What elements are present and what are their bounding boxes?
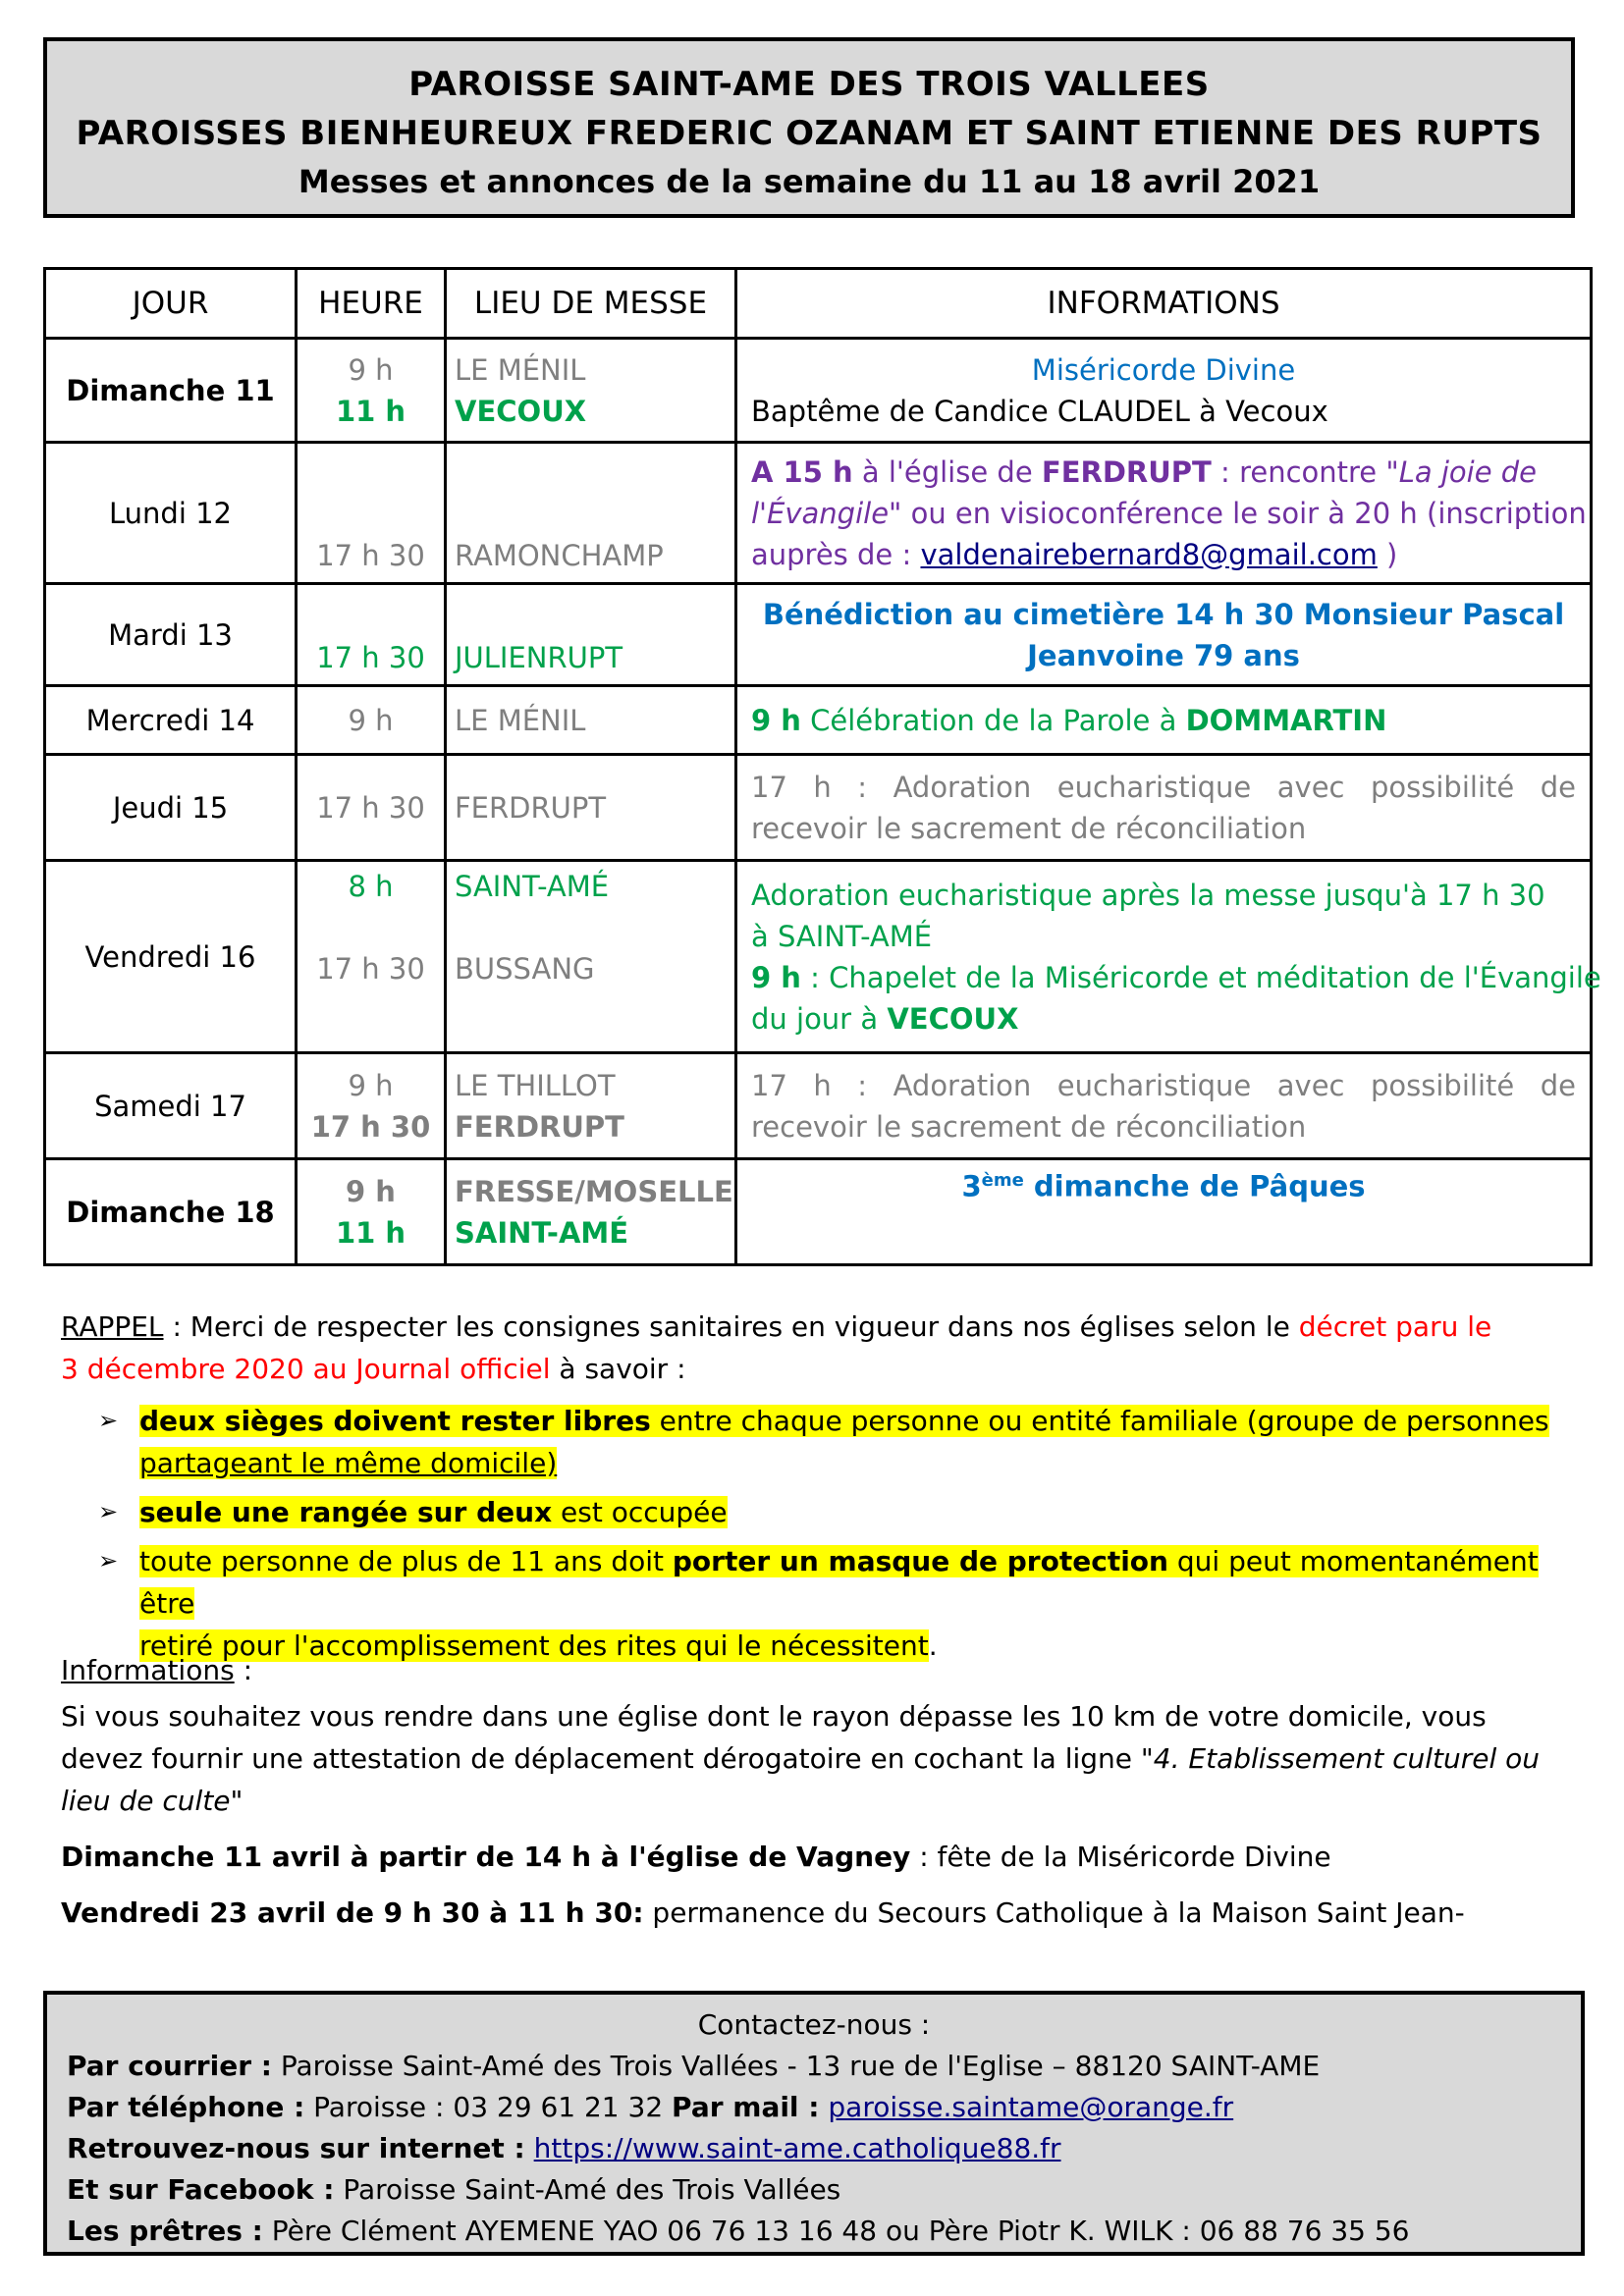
- header-week-title: Messes et annonces de la semaine du 11 au 18 avril 2021: [298, 163, 1321, 200]
- contact-title: Contactez-nous :: [697, 2008, 931, 2041]
- arrow-bullet-icon: ➢: [98, 1547, 119, 1575]
- location-cell: JULIENRUPT: [446, 584, 736, 686]
- informations-label: Informations: [61, 1654, 235, 1686]
- day-cell: Mardi 13: [45, 584, 297, 686]
- column-header-heure: HEURE: [297, 269, 446, 339]
- column-header-informations: INFORMATIONS: [736, 269, 1592, 339]
- table-row: [45, 755, 1592, 861]
- day-cell: Lundi 12: [45, 443, 297, 584]
- travel-attestation-paragraph: Si vous souhaitez vous rendre dans une église dont le rayon dépasse les 10 km de votre domicile, vous devez fournir une attestation de déplacement dérogatoire en cochant la ligne "4. Etablissement culturel ou lieu de culte": [61, 1700, 1541, 1817]
- time-cell: 8 h 17 h 30: [297, 861, 446, 1053]
- rappel-paragraph: RAPPEL : Merci de respecter les consignes sanitaires en vigueur dans nos églises selon le décret paru le 3 décembre 2020 au Journal officiel à savoir :: [61, 1310, 1492, 1385]
- location-cell: RAMONCHAMP: [446, 443, 736, 584]
- table-row: [45, 1053, 1592, 1159]
- rappel-bullet-list: [61, 1400, 1573, 1667]
- arrow-bullet-icon: ➢: [98, 1407, 119, 1434]
- time-cell: 17 h 30: [297, 443, 446, 584]
- time-cell: 17 h 30: [297, 755, 446, 861]
- document-header: [43, 37, 1575, 218]
- rappel-label: RAPPEL: [61, 1310, 164, 1343]
- column-header-jour: JOUR: [45, 269, 297, 339]
- contact-website: Retrouvez-nous sur internet : https://www.saint-ame.catholique88.fr: [67, 2132, 1061, 2164]
- location-cell: LE MÉNIL VECOUX: [446, 339, 736, 443]
- contact-telephone: Par téléphone : Paroisse : 03 29 61 21 32 Par mail : paroisse.saintame@orange.fr: [67, 2091, 1234, 2123]
- info-cell: 17 h : Adoration eucharistique avec possibilité de recevoir le sacrement de réconciliation: [736, 755, 1592, 861]
- table-row: [45, 584, 1592, 686]
- informations-section: Informations : Si vous souhaitez vous rendre dans une église dont le rayon dépasse les 10 km de votre domicile, vous devez fournir une attestation de déplacement dérogatoire en cochant la ligne "4. Etablissement culturel ou lieu de culte" Dimanche 11 avril à partir de 14 h à l'église de Vagney : fête de la Miséricorde Divine Vendredi 23 avril de 9 h 30 à 11 h 30: permanence du Secours Catholique à la Maison Saint Jean-: [61, 1649, 1573, 1934]
- contact-courrier: Par courrier : Paroisse Saint-Amé des Trois Vallées - 13 rue de l'Eglise – 88120 SAINT-AME: [67, 2050, 1321, 2082]
- time-cell: 9 h 17 h 30: [297, 1053, 446, 1159]
- info-cell: 17 h : Adoration eucharistique avec possibilité de recevoir le sacrement de réconciliation: [736, 1053, 1592, 1159]
- time-cell: 9 h 11 h: [297, 339, 446, 443]
- day-cell: Dimanche 11: [45, 339, 297, 443]
- event-misericorde: Dimanche 11 avril à partir de 14 h à l'église de Vagney : fête de la Miséricorde Divine: [61, 1841, 1331, 1873]
- info-cell: 3ème dimanche de Pâques: [736, 1159, 1592, 1265]
- location-cell: LE THILLOT FERDRUPT: [446, 1053, 736, 1159]
- day-cell: Mercredi 14: [45, 686, 297, 755]
- time-cell: 9 h: [297, 686, 446, 755]
- website-link[interactable]: https://www.saint-ame.catholique88.fr: [533, 2132, 1061, 2164]
- table-row: [45, 339, 1592, 443]
- info-cell: Adoration eucharistique après la messe jusqu'à 17 h 30 à SAINT-AMÉ 9 h : Chapelet de la Miséricorde et méditation de l'Évangile du jour à VECOUX: [736, 861, 1592, 1053]
- table-row: [45, 1159, 1592, 1265]
- list-item: ➢ deux sièges doivent rester libres entre chaque personne ou entité familiale (groupe de personnes partageant le même domicile): [61, 1400, 1573, 1484]
- table-row: [45, 861, 1592, 1053]
- arrow-bullet-icon: ➢: [98, 1498, 119, 1525]
- info-cell: 9 h Célébration de la Parole à DOMMARTIN: [736, 686, 1592, 755]
- day-cell: Vendredi 16: [45, 861, 297, 1053]
- header-parishes-subtitle: PAROISSES BIENHEUREUX FREDERIC OZANAM ET SAINT ETIENNE DES RUPTS: [76, 114, 1543, 153]
- column-header-lieu: LIEU DE MESSE: [446, 269, 736, 339]
- info-cell: Bénédiction au cimetière 14 h 30 Monsieur Pascal Jeanvoine 79 ans: [736, 584, 1592, 686]
- list-item: ➢ toute personne de plus de 11 ans doit porter un masque de protection qui peut momentanément être retiré pour l'accomplissement des rites qui le nécessitent.: [61, 1540, 1573, 1667]
- location-cell: LE MÉNIL: [446, 686, 736, 755]
- header-parish-title: PAROISSE SAINT-AME DES TROIS VALLEES: [408, 65, 1210, 104]
- time-cell: 9 h 11 h: [297, 1159, 446, 1265]
- time-cell: 17 h 30: [297, 584, 446, 686]
- info-cell: Miséricorde Divine Baptême de Candice CLAUDEL à Vecoux: [736, 339, 1592, 443]
- location-cell: SAINT-AMÉ BUSSANG: [446, 861, 736, 1053]
- mass-schedule-table: [43, 267, 1601, 1266]
- contact-email-link[interactable]: paroisse.saintame@orange.fr: [828, 2091, 1234, 2123]
- day-cell: Jeudi 15: [45, 755, 297, 861]
- contact-facebook: Et sur Facebook : Paroisse Saint-Amé des Trois Vallées: [67, 2173, 841, 2206]
- contact-priests: Les prêtres : Père Clément AYEMENE YAO 06 76 13 16 48 ou Père Piotr K. WILK : 06 88 76 35 56: [67, 2215, 1410, 2247]
- table-row: [45, 443, 1592, 584]
- day-cell: Samedi 17: [45, 1053, 297, 1159]
- table-header-row: [45, 269, 1592, 339]
- info-cell: A 15 h à l'église de FERDRUPT : rencontre "La joie de l'Évangile" ou en visioconférence le soir à 20 h (inscription auprès de : valdenairebernard8@gmail.com ): [736, 443, 1592, 584]
- list-item: ➢ seule une rangée sur deux est occupée: [61, 1491, 1573, 1533]
- contact-box: [43, 1991, 1585, 2256]
- location-cell: FRESSE/MOSELLE SAINT-AMÉ: [446, 1159, 736, 1265]
- event-secours-catholique: Vendredi 23 avril de 9 h 30 à 11 h 30: permanence du Secours Catholique à la Maison Saint Jean-: [61, 1896, 1465, 1929]
- email-link[interactable]: valdenairebernard8@gmail.com: [920, 537, 1378, 571]
- day-cell: Dimanche 18: [45, 1159, 297, 1265]
- rappel-section: [61, 1306, 1573, 1674]
- table-row: [45, 686, 1592, 755]
- location-cell: FERDRUPT: [446, 755, 736, 861]
